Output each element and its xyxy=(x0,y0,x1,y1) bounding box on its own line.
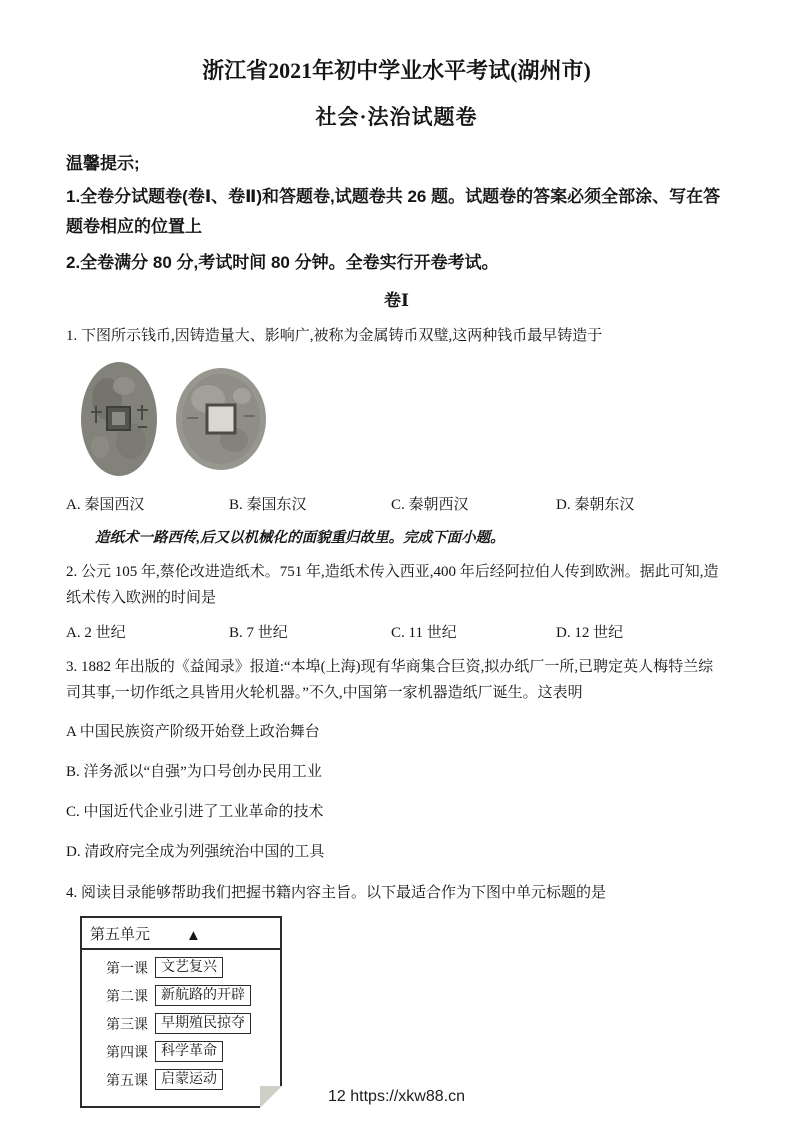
section-label: 卷Ⅰ xyxy=(384,291,409,310)
question-2-option-b: B. 7 世纪 xyxy=(229,625,288,641)
toc-header xyxy=(82,923,280,950)
question-2-option-a: A. 2 世纪 xyxy=(66,625,126,641)
question-1-figure xyxy=(78,355,727,483)
question-4-toc-figure xyxy=(80,916,282,1108)
toc-lesson-row xyxy=(106,957,280,978)
toc-lesson-label: 第二课 xyxy=(106,989,148,1005)
toc-lesson-label: 第三课 xyxy=(106,1017,148,1033)
question-1-text: 1. 下图所示钱币,因铸造量大、影响广,被称为金属铸币双璧,这两种钱币最早铸造于 xyxy=(66,328,603,344)
question-3-option-d: D. 清政府完全成为列强统治中国的工具 xyxy=(66,844,325,860)
ancient-coin-right-image xyxy=(174,366,268,472)
toc-lesson-row xyxy=(106,1069,280,1090)
toc-lesson-row xyxy=(106,1041,280,1062)
page-footer-watermark: 12 https://xkw88.cn xyxy=(328,1088,465,1105)
triangle-marker-icon: ▲ xyxy=(186,928,201,944)
question-1-options xyxy=(66,493,727,514)
question-1-option-a: A. 秦国西汉 xyxy=(66,497,145,513)
question-3-option-c: C. 中国近代企业引进了工业革命的技术 xyxy=(66,804,324,820)
toc-unit-label: 第五单元 xyxy=(90,927,151,943)
question-1-option-b: B. 秦国东汉 xyxy=(229,497,307,513)
notice-item-1: 1.全卷分试题卷(卷Ⅰ、卷Ⅱ)和答题卷,试题卷共 26 题。试题卷的答案必须全部涂、写在答题卷相应的位置上 xyxy=(66,187,721,236)
question-3-option-a: A 中国民族资产阶级开始登上政治舞台 xyxy=(66,724,320,740)
question-2-option-c: C. 11 世纪 xyxy=(391,625,457,641)
toc-lesson-label: 第一课 xyxy=(106,961,148,977)
toc-lesson-title: 新航路的开辟 xyxy=(155,985,251,1006)
page-title: 浙江省2021年初中学业水平考试(湖州市) xyxy=(202,58,591,83)
question-2-intro: 造纸术一路西传,后又以机械化的面貌重归故里。完成下面小题。 xyxy=(95,530,505,546)
question-4-text: 4. 阅读目录能够帮助我们把握书籍内容主旨。以下最适合作为下图中单元标题的是 xyxy=(66,885,607,901)
notice-header: 温馨提示; xyxy=(66,154,140,173)
ancient-coin-left-image xyxy=(78,359,160,479)
question-2-option-d: D. 12 世纪 xyxy=(556,625,624,641)
question-3-option-b: B. 洋务派以“自强”为口号创办民用工业 xyxy=(66,764,322,780)
question-3-text: 3. 1882 年出版的《益闻录》报道:“本埠(上海)现有华商集合巨资,拟办纸厂一所,已聘定英人梅特兰综司其事,一切作纸之具皆用火轮机器。”不久,中国第一家机器造纸厂诞生。这表明 xyxy=(66,659,714,701)
question-1-option-d: D. 秦朝东汉 xyxy=(556,497,635,513)
toc-lesson-row xyxy=(106,1013,280,1034)
toc-lesson-title: 启蒙运动 xyxy=(155,1069,223,1090)
toc-lesson-title: 科学革命 xyxy=(155,1041,223,1062)
toc-lesson-title: 文艺复兴 xyxy=(155,957,223,978)
question-1-option-c: C. 秦朝西汉 xyxy=(391,497,469,513)
question-2-text: 2. 公元 105 年,蔡伦改进造纸术。751 年,造纸术传入西亚,400 年后经阿拉伯人传到欧洲。据此可知,造纸术传入欧洲的时间是 xyxy=(66,564,719,606)
toc-lesson-label: 第五课 xyxy=(106,1073,148,1089)
page-subtitle: 社会·法治试题卷 xyxy=(315,105,478,129)
notice-item-2: 2.全卷满分 80 分,考试时间 80 分钟。全卷实行开卷考试。 xyxy=(66,253,499,272)
question-2-options xyxy=(66,621,727,642)
toc-lesson-row xyxy=(106,985,280,1006)
toc-lesson-label: 第四课 xyxy=(106,1045,148,1061)
toc-lesson-title: 早期殖民掠夺 xyxy=(155,1013,251,1034)
